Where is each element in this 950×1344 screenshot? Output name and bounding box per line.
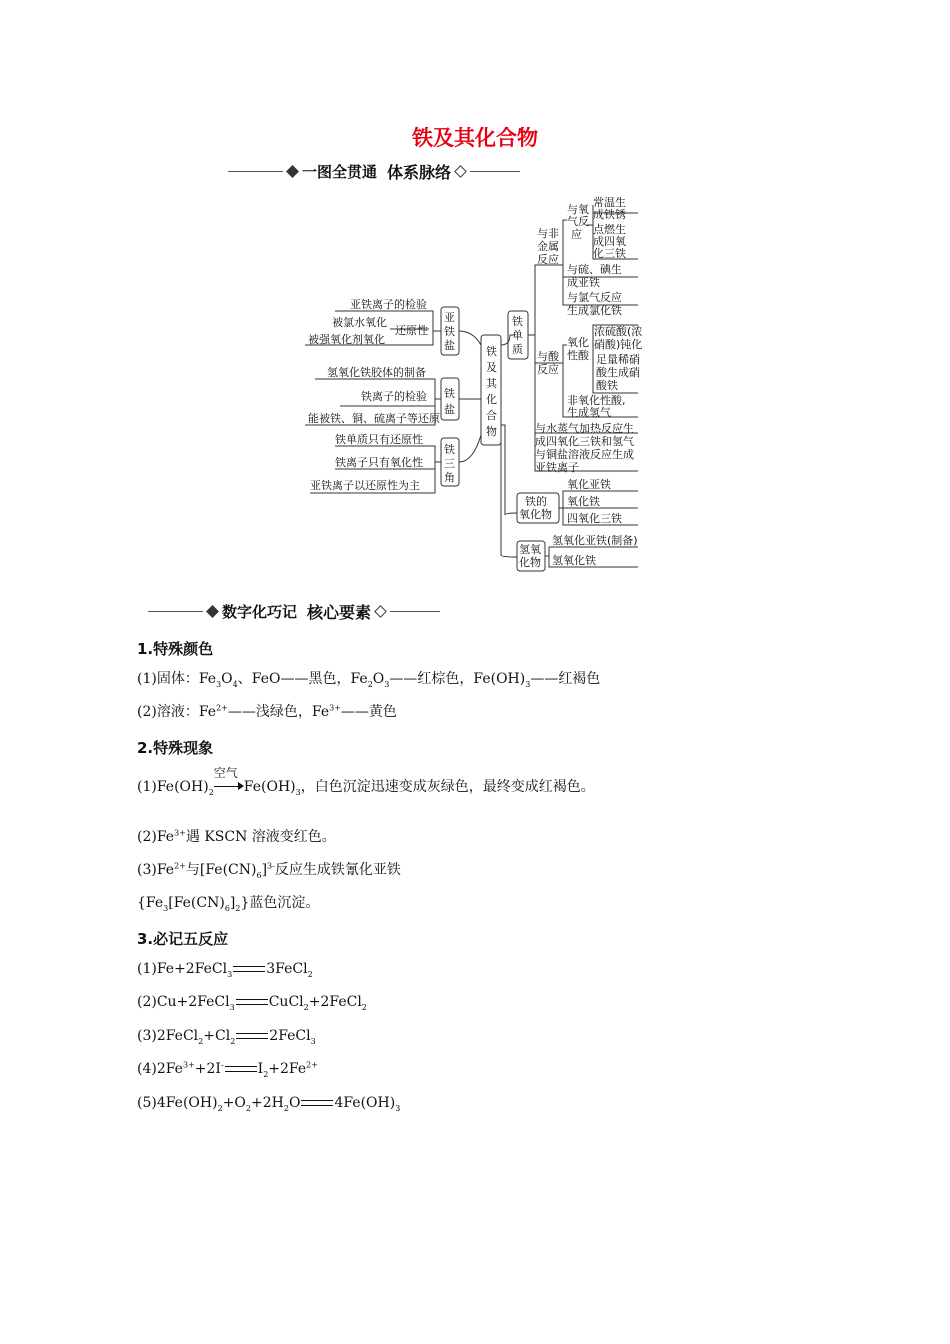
heading-phenomena: 2.特殊现象 (137, 739, 214, 757)
reaction-1: (1)Fe+2FeCl$_3$ 3FeCl$_2$ (137, 961, 313, 979)
mm-g3-item: 铁离子只有氧化性 (335, 456, 423, 469)
mm-g1-label: 铁 (444, 325, 455, 338)
mm-cu: 亚铁离子 (535, 461, 579, 474)
mm-g1-item: 被强氧化剂氧化 (308, 333, 385, 346)
mm-oxygen: 与氧 (567, 203, 589, 216)
page-title: 铁及其化合物 (412, 126, 538, 150)
mm-a2: 足量稀硝 (596, 353, 640, 366)
line-phenomenon-3: $(3)Fe^{2+}$与$[Fe(CN)_6]^{3-}$反应生成铁氰化亚铁 (137, 861, 401, 880)
mm-s: 成亚铁 (567, 276, 600, 289)
mind-map-svg (305, 195, 645, 575)
equals-icon (233, 966, 265, 972)
section-banner-core (148, 600, 440, 622)
diamond-icon (374, 605, 387, 618)
mm-o1: 常温生 (593, 196, 626, 209)
mm-cu: 与铜盐溶液反应生成 (535, 448, 634, 461)
mm-center-2: 及 (486, 361, 497, 374)
mm-cl: 与氯气反应 (567, 291, 622, 304)
arrow-icon: 空气 (214, 778, 244, 796)
mm-center-4: 化 (486, 393, 497, 406)
mm-g2-item: 氢氧化铁胶体的制备 (327, 366, 426, 379)
mm-oxacid: 氧化 (567, 336, 589, 349)
mm-g2-item: 能被铁、铜、硫离子等还原 (308, 412, 440, 425)
mm-center-5: 合 (486, 409, 497, 422)
mm-hydroxide: 氢氧 (519, 543, 541, 556)
equals-icon (301, 1100, 333, 1106)
mm-g3-item: 铁单质只有还原性 (335, 433, 423, 446)
reaction-2: (2)Cu+2FeCl$_3$ CuCl$_2$+2FeCl$_2$ (137, 994, 367, 1012)
mm-g2-label: 盐 (444, 403, 455, 416)
mm-g3-label: 角 (444, 471, 455, 484)
banner-right-text: 核心要素 (307, 602, 372, 622)
mm-g1-item: 亚铁离子的检验 (350, 298, 427, 311)
reaction-5: $(5)4Fe(OH)_2+O_2+2H_2O$ $4Fe(OH)_3$ (137, 1095, 401, 1113)
mm-g1-label: 盐 (444, 339, 455, 352)
mm-acid: 反应 (537, 363, 559, 376)
mm-nonmetal: 金属 (537, 240, 559, 253)
heading-colors: 1.特殊颜色 (137, 640, 214, 658)
mm-oxide: 铁的 (525, 495, 547, 508)
mm-oxide: 氧化物 (519, 508, 552, 521)
mm-a1: 硝酸)钝化 (594, 338, 643, 351)
mm-hydroxide-item: 氢氧化亚铁(制备) (552, 534, 638, 547)
line-solid-colors: (1)固体：$Fe_3O_4$、FeO——黑色，$Fe_2O_3——$红棕色，$Fe(OH)_3——$红褐色 (137, 671, 601, 689)
mm-s: 与硫、碘生 (567, 263, 622, 276)
banner-left-text: 一图全贯通 (302, 162, 378, 181)
line-solution-colors: (2)溶液：$Fe^{2+}——$浅绿色，$Fe^{3+}——$黄色 (137, 703, 397, 720)
mm-o2: 化三铁 (593, 247, 626, 260)
mm-oxygen: 气反 (567, 215, 589, 228)
mm-g3-label: 铁 (444, 443, 455, 456)
mm-a3: 生成氢气 (567, 406, 611, 419)
mm-o2: 点燃生 (593, 223, 626, 236)
reaction-4: $(4)2Fe^{3+}+2I^-$ $I_2+2Fe^{2+}$ (137, 1060, 318, 1079)
mm-center-1: 铁 (486, 345, 497, 358)
mm-nonmetal: 与非 (537, 227, 559, 240)
mm-oxygen: 应 (571, 228, 582, 241)
mm-nonmetal: 反应 (537, 253, 559, 266)
equals-icon (236, 1033, 268, 1039)
banner-left-text: 数字化巧记 (222, 602, 298, 621)
mm-fe: 质 (512, 343, 523, 356)
mm-a2: 酸铁 (596, 379, 618, 392)
mind-map (305, 195, 645, 575)
mm-hydroxide-item: 氢氧化铁 (552, 554, 596, 567)
mm-o2: 成四氧 (593, 235, 626, 248)
banner-right-text: 体系脉络 (387, 162, 452, 182)
equals-icon (225, 1066, 257, 1072)
diamond-icon (206, 605, 219, 618)
mm-g2-item: 铁离子的检验 (361, 390, 427, 403)
mm-steam: 成四氧化三铁和氢气 (535, 435, 634, 448)
mm-cl: 生成氯化铁 (567, 304, 622, 317)
mm-a2: 酸生成硝 (596, 366, 640, 379)
section-banner-mindmap (228, 160, 520, 182)
mm-fe: 铁 (512, 315, 523, 328)
equals-icon (236, 999, 268, 1005)
line-phenomenon-3b: $\{Fe_3[Fe(CN)_6]_2\}$蓝色沉淀。 (137, 895, 320, 913)
mm-hydroxide: 化物 (519, 556, 541, 569)
mm-center-6: 物 (486, 425, 497, 438)
mm-oxide-item: 四氧化三铁 (567, 512, 622, 525)
mm-fe: 单 (512, 329, 523, 342)
mm-g2-label: 铁 (444, 387, 455, 400)
mm-a1: 浓硫酸(浓 (594, 325, 643, 338)
mm-g1-mid: 还原性 (395, 324, 428, 337)
heading-reactions: 3.必记五反应 (137, 930, 229, 948)
mm-oxacid: 性酸 (567, 349, 589, 362)
mm-oxide-item: 氧化铁 (567, 495, 600, 508)
mm-g1-label: 亚 (444, 311, 455, 324)
reaction-3: $(3)2FeCl_2+Cl_2$ 2FeCl$_3$ (137, 1028, 316, 1046)
mm-acid: 与酸 (537, 350, 559, 363)
diamond-icon (454, 165, 467, 178)
diamond-icon (286, 165, 299, 178)
mm-o1: 成铁锈 (593, 208, 626, 221)
line-phenomenon-1: $(1)Fe(OH)_2$ 空气 $Fe(OH)_3$，白色沉淀迅速变成灰绿色，最终变成红褐色。 (137, 766, 595, 797)
mm-g3-label: 三 (444, 457, 455, 470)
mm-g3-item: 亚铁离子以还原性为主 (310, 479, 420, 492)
mm-a3: 非氧化性酸, (567, 394, 626, 407)
mm-center-3: 其 (486, 377, 497, 390)
mm-oxide-item: 氧化亚铁 (567, 478, 611, 491)
mm-steam: 与水蒸气加热反应生 (535, 422, 634, 435)
line-phenomenon-2: $(2)Fe^{3+}$遇 KSCN 溶液变红色。 (137, 828, 336, 845)
mm-g1-item: 被氯水氧化 (332, 316, 387, 329)
